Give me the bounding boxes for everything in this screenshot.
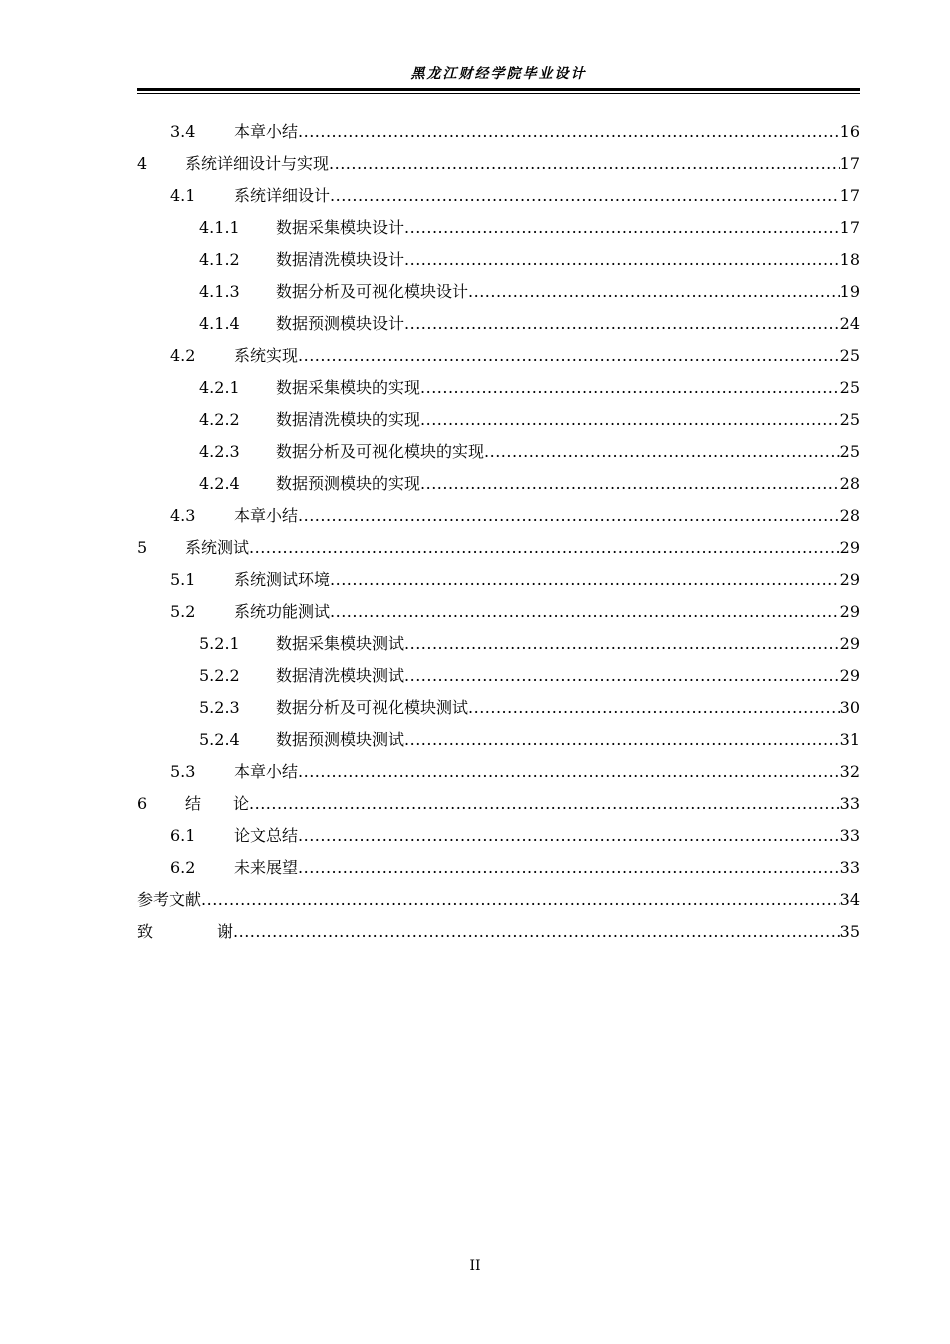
toc-entry-number: 4.2.1 [199,378,240,397]
toc-entry-title: 数据分析及可视化模块测试 [276,698,469,717]
toc-entry-number: 4.2.3 [199,442,240,461]
toc-entry[interactable] [137,340,860,372]
table-of-contents [137,116,860,948]
toc-entry-title: 系统实现 [234,346,299,365]
toc-entry-page: 25 [839,410,860,429]
toc-dot-leader [420,372,840,404]
toc-entry[interactable] [137,244,860,276]
toc-entry-number: 4.1.4 [199,314,240,333]
toc-dot-leader [298,756,840,788]
toc-entry-number: 6.1 [170,826,196,845]
toc-entry-page: 17 [839,218,860,237]
toc-entry[interactable] [137,916,860,948]
toc-entry[interactable] [137,692,860,724]
toc-entry-page: 28 [839,506,860,525]
header-rule-thick [137,88,860,91]
toc-entry-page: 28 [839,474,860,493]
toc-entry-title: 数据预测模块测试 [276,730,405,749]
toc-entry-number: 4 [137,154,148,173]
toc-entry-page: 32 [839,762,860,781]
toc-entry-number: 5.2.1 [199,634,240,653]
toc-entry-page: 29 [839,634,860,653]
toc-entry-page: 25 [839,346,860,365]
toc-entry-page: 33 [839,826,860,845]
toc-dot-leader [404,244,840,276]
toc-entry[interactable] [137,884,860,916]
toc-entry[interactable] [137,724,860,756]
toc-entry[interactable] [137,596,860,628]
toc-entry-number: 5.2.2 [199,666,240,685]
toc-entry-page: 17 [839,154,860,173]
toc-entry-title: 数据清洗模块测试 [276,666,405,685]
toc-entry-title: 参考文献 [137,890,202,909]
toc-entry-number: 4.2 [170,346,196,365]
toc-dot-leader [201,884,840,916]
toc-entry[interactable] [137,148,860,180]
toc-entry-page: 19 [839,282,860,301]
toc-entry-title: 数据采集模块测试 [276,634,405,653]
toc-entry-page: 30 [839,698,860,717]
toc-entry-page: 29 [839,538,860,557]
toc-entry-number: 6.2 [170,858,196,877]
toc-dot-leader [420,404,840,436]
toc-dot-leader [329,148,840,180]
toc-entry-number: 5.2.4 [199,730,240,749]
toc-dot-leader [249,532,840,564]
toc-entry-title: 系统功能测试 [234,602,331,621]
toc-entry-title: 致 谢 [137,922,234,941]
toc-entry-page: 29 [839,570,860,589]
toc-entry-page: 24 [839,314,860,333]
toc-entry-title: 系统测试环境 [234,570,331,589]
toc-entry[interactable] [137,436,860,468]
toc-dot-leader [468,692,840,724]
toc-dot-leader [298,820,840,852]
toc-dot-leader [298,340,840,372]
toc-entry-title: 数据预测模块的实现 [276,474,421,493]
toc-entry[interactable] [137,212,860,244]
toc-entry-title: 数据清洗模块的实现 [276,410,421,429]
toc-entry[interactable] [137,404,860,436]
toc-dot-leader [330,596,840,628]
header-title: 黑龙江财经学院毕业设计 [410,66,587,82]
toc-entry-title: 数据采集模块的实现 [276,378,421,397]
toc-entry[interactable] [137,820,860,852]
toc-entry[interactable] [137,756,860,788]
toc-entry-page: 25 [839,378,860,397]
toc-entry[interactable] [137,308,860,340]
toc-dot-leader [420,468,840,500]
toc-entry-page: 16 [839,122,860,141]
page-number: II [469,1258,481,1274]
toc-entry-number: 4.2.4 [199,474,240,493]
toc-dot-leader [298,852,840,884]
toc-entry-number: 4.1.1 [199,218,240,237]
toc-dot-leader [249,788,840,820]
toc-entry[interactable] [137,532,860,564]
toc-entry-page: 31 [839,730,860,749]
toc-dot-leader [298,500,840,532]
toc-entry-page: 18 [839,250,860,269]
toc-entry-title: 论文总结 [234,826,299,845]
toc-entry-number: 5.3 [170,762,196,781]
toc-entry-number: 3.4 [170,122,196,141]
toc-entry-title: 本章小结 [234,762,299,781]
toc-entry-number: 5.1 [170,570,196,589]
toc-entry-title: 数据分析及可视化模块设计 [276,282,469,301]
toc-entry-title: 系统详细设计 [234,186,331,205]
toc-entry-title: 本章小结 [234,506,299,525]
toc-entry-page: 34 [839,890,860,909]
toc-entry[interactable] [137,660,860,692]
toc-entry-title: 系统详细设计与实现 [185,154,330,173]
toc-entry-number: 4.2.2 [199,410,240,429]
toc-entry-title: 数据预测模块设计 [276,314,405,333]
toc-entry-page: 33 [839,794,860,813]
toc-dot-leader [404,660,840,692]
toc-entry-number: 5 [137,538,148,557]
toc-dot-leader [468,276,840,308]
toc-entry-number: 4.1 [170,186,196,205]
page-header [137,64,860,94]
toc-dot-leader [404,724,840,756]
toc-entry-number: 4.1.3 [199,282,240,301]
header-rule-thin [137,93,860,94]
toc-entry-title: 未来展望 [234,858,299,877]
toc-dot-leader [484,436,840,468]
toc-entry[interactable] [137,180,860,212]
toc-entry[interactable] [137,564,860,596]
toc-dot-leader [233,916,840,948]
toc-entry[interactable] [137,852,860,884]
toc-entry-number: 5.2 [170,602,196,621]
toc-entry-page: 25 [839,442,860,461]
toc-entry-number: 4.1.2 [199,250,240,269]
toc-entry-title: 本章小结 [234,122,299,141]
toc-entry-title: 系统测试 [185,538,250,557]
toc-entry-page: 17 [839,186,860,205]
toc-entry-number: 6 [137,794,148,813]
toc-dot-leader [404,628,840,660]
toc-dot-leader [330,564,840,596]
toc-entry[interactable] [137,628,860,660]
toc-dot-leader [404,212,840,244]
toc-entry-title: 数据分析及可视化模块的实现 [276,442,485,461]
toc-entry-title: 数据采集模块设计 [276,218,405,237]
toc-entry-number: 5.2.3 [199,698,240,717]
toc-dot-leader [298,116,840,148]
toc-entry-page: 29 [839,666,860,685]
toc-dot-leader [330,180,840,212]
toc-entry-title: 数据清洗模块设计 [276,250,405,269]
toc-entry[interactable] [137,500,860,532]
toc-entry[interactable] [137,372,860,404]
toc-entry[interactable] [137,468,860,500]
toc-entry-page: 33 [839,858,860,877]
toc-entry-title: 结 论 [185,794,250,813]
toc-entry[interactable] [137,788,860,820]
toc-entry[interactable] [137,116,860,148]
toc-entry-page: 29 [839,602,860,621]
toc-dot-leader [404,308,840,340]
toc-entry-number: 4.3 [170,506,196,525]
toc-entry-page: 35 [839,922,860,941]
toc-entry[interactable] [137,276,860,308]
